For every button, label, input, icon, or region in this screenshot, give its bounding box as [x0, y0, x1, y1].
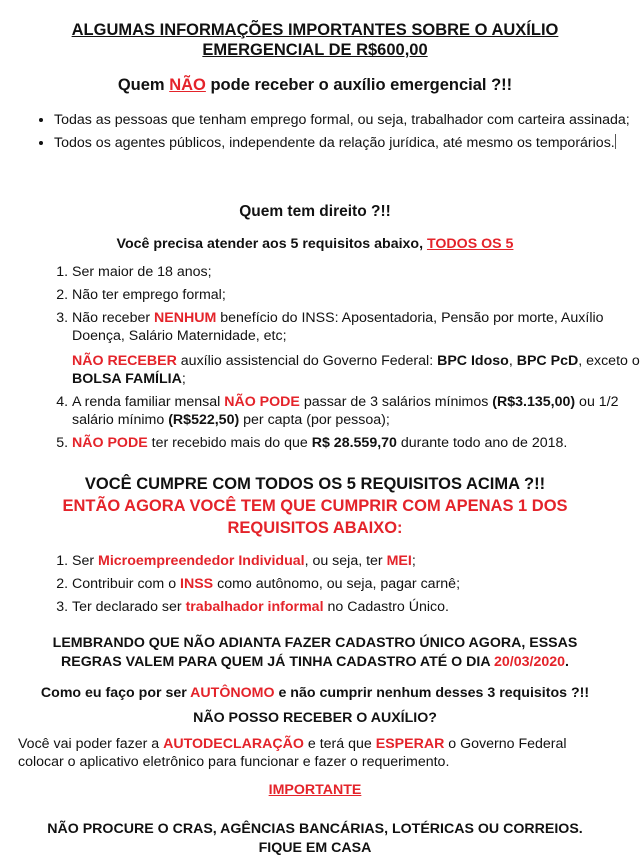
autonomo-answer: Você vai poder fazer a AUTODECLARAÇÃO e terá que ESPERAR o Governo Federal colocar o aplicativo eletrônico para funcionar e fazer o requerimento. — [18, 736, 567, 770]
who-cannot-heading: Quem NÃO pode receber o auxílio emergencial ?!! — [117, 76, 513, 94]
title-line-1: ALGUMAS INFORMAÇÕES IMPORTANTES SOBRE O AUXÍLIO — [71, 21, 559, 39]
important-line-1: NÃO PROCURE O CRAS, AGÊNCIAS BANCÁRIAS, LOTÉRICAS OU CORREIOS. — [47, 821, 583, 837]
reminder-line-2: REGRAS VALEM PARA QUEM JÁ TINHA CADASTRO ATÉ O DIA 20/03/2020. — [61, 654, 569, 670]
who-cannot-list — [22, 111, 644, 157]
comply-block — [20, 473, 610, 539]
one-of-list — [40, 552, 642, 621]
requirements-intro: Você precisa atender aos 5 requisitos abaixo, TODOS OS 5 — [116, 236, 514, 252]
important-line-2: FIQUE EM CASA — [258, 840, 372, 856]
requirement-5: 5. NÃO PODE ter recebido mais do que R$ 28.559,70 durante todo ano de 2018. — [72, 434, 642, 452]
comply-question: VOCÊ CUMPRE COM TODOS OS 5 REQUISITOS ACIMA ?!! — [84, 475, 546, 493]
requirement-2: 2. Não ter emprego formal; — [72, 286, 642, 304]
title-line-2: EMERGENCIAL DE R$600,00 — [202, 41, 428, 59]
requirement-4: 4. A renda familiar mensal NÃO PODE passar de 3 salários mínimos (R$3.135,00) ou 1/2 salário mínimo (R$522,50) per capta (por pessoa); — [72, 393, 642, 429]
important-heading: IMPORTANTE — [268, 782, 362, 798]
list-item: • Todos os agentes públicos, independente da relação jurídica, até mesmo os temporários. — [54, 134, 644, 152]
nao-highlight: NÃO — [169, 76, 206, 94]
todos-os-5-highlight: TODOS OS 5 — [426, 236, 514, 252]
requirement-1: 1. Ser maior de 18 anos; — [72, 263, 642, 281]
requirements-list — [40, 263, 642, 457]
option-1: 1. Ser Microempreendedor Individual, ou seja, ter MEI; — [72, 552, 642, 570]
reminder-block — [20, 634, 610, 672]
list-item: • Todas as pessoas que tenham emprego formal, ou seja, trabalhador com carteira assinada; — [54, 111, 644, 129]
requirement-3: 3. Não receber NENHUM benefício do INSS: Aposentadoria, Pensão por morte, Auxílio Doença, Salário Maternidade, etc; NÃO RECEBER auxílio assistencial do Governo Federal: BPC Idoso, BPC PcD, exceto o BOLSA FAMÍLIA; — [72, 309, 642, 388]
who-can-heading: Quem tem direito ?!! — [239, 203, 391, 220]
option-3: 3. Ter declarado ser trabalhador informal no Cadastro Único. — [72, 598, 642, 616]
important-block — [20, 820, 610, 858]
autonomo-question: Como eu faço por ser AUTÔNOMO e não cumprir nenhum desses 3 requisitos ?!! NÃO POSSO RECEBER O AUXÍLIO? — [40, 685, 590, 726]
reminder-line-1: LEMBRANDO QUE NÃO ADIANTA FAZER CADASTRO ÚNICO AGORA, ESSAS — [52, 635, 578, 651]
comply-line-2: ENTÃO AGORA VOCÊ TEM QUE CUMPRIR COM APENAS 1 DOS — [62, 497, 568, 515]
text-cursor — [615, 134, 616, 149]
option-2: 2. Contribuir com o INSS como autônomo, ou seja, pagar carnê; — [72, 575, 642, 593]
comply-line-3: REQUISITOS ABAIXO: — [227, 519, 403, 537]
document-title — [20, 20, 610, 60]
